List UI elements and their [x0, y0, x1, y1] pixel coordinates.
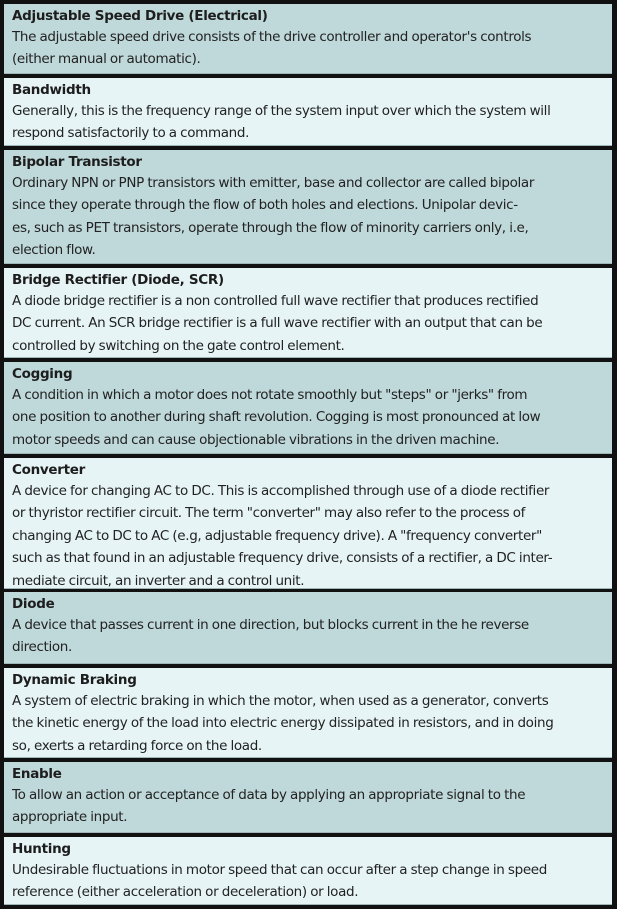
definition-line: election flow. [12, 242, 96, 259]
glossary-entry-cogging [4, 362, 612, 454]
definition-line: since they operate through the flow of both holes and elections. Unipolar devic- [12, 197, 518, 214]
term-definition [12, 290, 606, 357]
glossary-entry-adjustable-speed-drive [4, 4, 612, 74]
definition-line: The adjustable speed drive consists of the drive controller and operator's controls [12, 29, 532, 45]
definition-line: mediate circuit, an inverter and a control unit. [12, 572, 305, 589]
definition-line: A device for changing AC to DC. This is accomplished through use of a diode rectifier [12, 483, 550, 499]
definition-line: controlled by switching on the gate control element. [12, 337, 345, 354]
glossary-entry-converter [4, 458, 612, 589]
glossary-entry-enable [4, 762, 612, 833]
term-title: Dynamic Braking [12, 672, 137, 688]
definition-line: so, exerts a retarding force on the load. [12, 737, 262, 754]
definition-line: the kinetic energy of the load into electric energy dissipated in resistors, and in doing [12, 715, 554, 732]
definition-line: one position to another during shaft revolution. Cogging is most pronounced at low [12, 409, 541, 426]
definition-line: Ordinary NPN or PNP transistors with emitter, base and collector are called bipolar [12, 175, 535, 191]
definition-line: es, such as PET transistors, operate through the flow of minority carriers only, i.e, [12, 219, 529, 236]
term-definition [12, 859, 606, 904]
definition-line: such as that found in an adjustable frequency drive, consists of a rectifier, a DC inter- [12, 550, 553, 567]
term-title: Adjustable Speed Drive (Electrical) [12, 8, 268, 24]
definition-line: changing AC to DC to AC (e.g, adjustable frequency drive). A "frequency converter" [12, 527, 542, 544]
definition-line: or thyristor rectifier circuit. The term "converter" may also refer to the process of [12, 505, 526, 522]
glossary-entry-bridge-rectifier [4, 268, 612, 358]
definition-line: Undesirable fluctuations in motor speed that can occur after a step change in speed [12, 862, 547, 878]
term-definition [12, 480, 606, 592]
term-title: Bridge Rectifier (Diode, SCR) [12, 272, 224, 288]
definition-line: A device that passes current in one direction, but blocks current in the he reverse [12, 617, 529, 633]
definition-line: A system of electric braking in which the motor, when used as a generator, converts [12, 693, 549, 709]
term-definition [12, 614, 606, 659]
term-definition [12, 384, 606, 451]
term-definition [12, 26, 606, 71]
definition-line: appropriate input. [12, 809, 128, 826]
definition-line: motor speeds and can cause objectionable vibrations in the driven machine. [12, 431, 500, 448]
definition-line: Generally, this is the frequency range of the system input over which the system will [12, 103, 551, 119]
definition-line: direction. [12, 639, 72, 656]
glossary-entry-bandwidth [4, 78, 612, 146]
term-title: Hunting [12, 841, 71, 857]
term-definition [12, 100, 606, 145]
definition-line: A condition in which a motor does not rotate smoothly but "steps" or "jerks" from [12, 387, 528, 403]
glossary-entry-dynamic-braking [4, 668, 612, 758]
term-title: Converter [12, 462, 85, 478]
definition-line: reference (either acceleration or deceleration) or load. [12, 884, 359, 901]
definition-line: (either manual or automatic). [12, 51, 201, 68]
term-title: Enable [12, 766, 62, 782]
term-definition [12, 784, 606, 829]
term-definition [12, 172, 606, 262]
definition-line: respond satisfactorily to a command. [12, 125, 250, 142]
definition-line: A diode bridge rectifier is a non controlled full wave rectifier that produces rectified [12, 293, 539, 309]
glossary-entry-hunting [4, 837, 612, 905]
glossary-entry-bipolar-transistor [4, 150, 612, 264]
term-title: Cogging [12, 366, 73, 382]
term-title: Bandwidth [12, 82, 91, 98]
term-title: Diode [12, 596, 55, 612]
definition-line: To allow an action or acceptance of data by applying an appropriate signal to the [12, 787, 526, 803]
term-definition [12, 690, 606, 757]
definition-line: DC current. An SCR bridge rectifier is a full wave rectifier with an output that can be [12, 315, 543, 332]
glossary-entry-diode [4, 592, 612, 664]
term-title: Bipolar Transistor [12, 154, 142, 170]
